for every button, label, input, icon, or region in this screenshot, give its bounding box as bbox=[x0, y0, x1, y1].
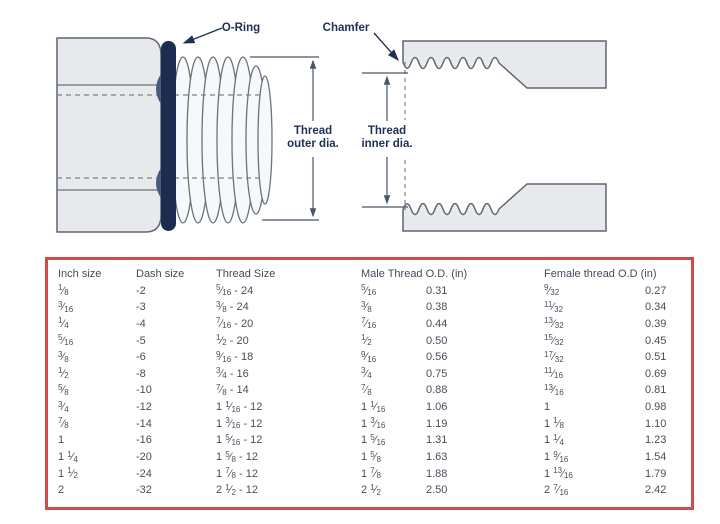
cell-male-od-fraction: $^3⁄_4$ bbox=[361, 366, 372, 381]
cell-male-od-decimal: 0.44 bbox=[426, 317, 448, 330]
o-ring-shape bbox=[161, 41, 176, 231]
outer-dia-label-line1: Thread bbox=[293, 125, 333, 137]
cell-female-od-fraction: 1 $^1⁄_8$ bbox=[544, 416, 564, 431]
cell-dash-size: -14 bbox=[136, 417, 152, 430]
cell-female-od-decimal: 2.42 bbox=[645, 484, 667, 497]
cell-male-od-decimal: 0.38 bbox=[426, 301, 448, 314]
cell-female-od-decimal: 0.39 bbox=[645, 317, 667, 330]
inner-dia-label-line2: inner dia. bbox=[361, 138, 413, 150]
cell-male-od-decimal: 0.31 bbox=[426, 284, 448, 297]
cell-female-od-decimal: 1.23 bbox=[645, 434, 667, 447]
cell-female-od-fraction: $^{11}⁄_{16}$ bbox=[544, 366, 564, 381]
cell-female-od-decimal: 0.98 bbox=[645, 401, 667, 414]
cell-inch-size: $^7⁄_8$ bbox=[58, 416, 69, 431]
female-fitting-diagram bbox=[403, 41, 606, 231]
cell-dash-size: -6 bbox=[136, 351, 146, 364]
female-top-block bbox=[403, 41, 606, 88]
cell-female-od-decimal: 0.81 bbox=[645, 384, 667, 397]
cell-male-od-fraction: 1 $^5⁄_{16}$ bbox=[361, 432, 386, 447]
cell-male-od-fraction: 1 $^5⁄_8$ bbox=[361, 449, 381, 464]
cell-dash-size: -5 bbox=[136, 334, 146, 347]
size-table-box bbox=[45, 257, 694, 510]
cell-inch-size: $^3⁄_8$ bbox=[58, 349, 69, 364]
cell-male-od-decimal: 0.56 bbox=[426, 351, 448, 364]
cell-thread-size: 1 $^7⁄_8 - 12$ bbox=[216, 466, 258, 481]
o-ring-label: O-Ring bbox=[221, 22, 261, 34]
cell-thread-size: 1 $^5⁄_{16} - 12$ bbox=[216, 432, 263, 447]
cell-female-od-fraction: 1 bbox=[544, 401, 551, 414]
cell-male-od-decimal: 0.75 bbox=[426, 367, 448, 380]
cell-thread-size: $^5⁄_{16} - 24$ bbox=[216, 283, 254, 298]
cell-dash-size: -4 bbox=[136, 317, 146, 330]
cell-female-od-fraction: $^{15}⁄_{32}$ bbox=[544, 333, 564, 348]
cell-male-od-fraction: 1 $^7⁄_8$ bbox=[361, 466, 381, 481]
cell-female-od-fraction: 1 $^9⁄_{16}$ bbox=[544, 449, 569, 464]
cell-female-od-decimal: 1.10 bbox=[645, 417, 667, 430]
cell-thread-size: 1 $^3⁄_{16} - 12$ bbox=[216, 416, 263, 431]
cell-inch-size: $^1⁄_4$ bbox=[58, 316, 69, 331]
chamfer-label: Chamfer bbox=[322, 22, 370, 34]
cell-dash-size: -8 bbox=[136, 367, 146, 380]
header-male-thread-od: Male Thread O.D. (in) bbox=[361, 268, 468, 280]
cell-inch-size: 2 bbox=[58, 484, 65, 497]
size-table bbox=[48, 260, 691, 499]
cell-inch-size: 1 $^1⁄_2$ bbox=[58, 466, 78, 481]
cell-thread-size: 1 $^5⁄_8 - 12$ bbox=[216, 449, 258, 464]
cell-thread-size: $^9⁄_{16} - 18$ bbox=[216, 349, 254, 364]
cell-female-od-fraction: $^9⁄_{32}$ bbox=[544, 283, 560, 298]
cell-female-od-decimal: 0.45 bbox=[645, 334, 667, 347]
cell-male-od-fraction: $^7⁄_8$ bbox=[361, 382, 372, 397]
cell-dash-size: -3 bbox=[136, 301, 146, 314]
cell-female-od-fraction: $^{13}⁄_{32}$ bbox=[544, 316, 564, 331]
male-fitting-diagram bbox=[57, 38, 272, 232]
hex-body bbox=[57, 38, 161, 232]
cell-female-od-decimal: 0.51 bbox=[645, 351, 667, 364]
chamfer-arrow bbox=[374, 33, 398, 60]
cell-male-od-fraction: $^3⁄_8$ bbox=[361, 299, 372, 314]
cell-dash-size: -16 bbox=[136, 434, 152, 447]
cell-dash-size: -2 bbox=[136, 284, 146, 297]
header-dash-size: Dash size bbox=[136, 268, 185, 280]
cell-male-od-decimal: 0.50 bbox=[426, 334, 448, 347]
cell-inch-size: $^5⁄_8$ bbox=[58, 382, 69, 397]
cell-thread-size: $^3⁄_8 - 24$ bbox=[216, 299, 249, 314]
cell-thread-size: $^1⁄_2 - 20$ bbox=[216, 333, 249, 348]
cell-thread-size: 1 $^1⁄_{16} - 12$ bbox=[216, 399, 263, 414]
cell-inch-size: $^3⁄_4$ bbox=[58, 399, 69, 414]
cell-thread-size: $^7⁄_8 - 14$ bbox=[216, 382, 249, 397]
inner-dia-label-line1: Thread bbox=[367, 125, 407, 137]
cell-female-od-fraction: $^{11}⁄_{32}$ bbox=[544, 299, 564, 314]
cell-male-od-fraction: 1 $^1⁄_{16}$ bbox=[361, 399, 386, 414]
cell-male-od-fraction: 1 $^3⁄_{16}$ bbox=[361, 416, 386, 431]
header-thread-size: Thread Size bbox=[216, 268, 276, 280]
cell-male-od-decimal: 1.06 bbox=[426, 401, 448, 414]
cell-male-od-decimal: 1.63 bbox=[426, 451, 448, 464]
cell-male-od-fraction: $^5⁄_{16}$ bbox=[361, 283, 377, 298]
cell-female-od-fraction: $^{13}⁄_{16}$ bbox=[544, 382, 564, 397]
cell-female-od-decimal: 1.79 bbox=[645, 467, 667, 480]
cell-male-od-decimal: 1.88 bbox=[426, 467, 448, 480]
cell-inch-size: 1 bbox=[58, 434, 65, 447]
cell-male-od-fraction: 2 $^1⁄_2$ bbox=[361, 482, 381, 497]
cell-dash-size: -20 bbox=[136, 451, 152, 464]
cell-male-od-decimal: 1.31 bbox=[426, 434, 448, 447]
cell-inch-size: $^5⁄_{16}$ bbox=[58, 333, 74, 348]
cell-male-od-decimal: 2.50 bbox=[426, 484, 448, 497]
cell-female-od-decimal: 0.34 bbox=[645, 301, 667, 314]
cell-male-od-decimal: 1.19 bbox=[426, 417, 448, 430]
cell-female-od-decimal: 1.54 bbox=[645, 451, 667, 464]
cell-inch-size: $^1⁄_2$ bbox=[58, 366, 69, 381]
cell-dash-size: -32 bbox=[136, 484, 152, 497]
cell-female-od-fraction: 1 $^{13}⁄_{16}$ bbox=[544, 466, 573, 481]
cell-inch-size: $^3⁄_{16}$ bbox=[58, 299, 74, 314]
cell-female-od-decimal: 0.69 bbox=[645, 367, 667, 380]
male-threads bbox=[172, 57, 272, 223]
cell-dash-size: -12 bbox=[136, 401, 152, 414]
o-ring-arrow bbox=[184, 28, 222, 43]
cell-female-od-fraction: $^{17}⁄_{32}$ bbox=[544, 349, 564, 364]
cell-inch-size: $^1⁄_8$ bbox=[58, 283, 69, 298]
female-bottom-block bbox=[403, 184, 606, 231]
cell-male-od-decimal: 0.88 bbox=[426, 384, 448, 397]
cell-male-od-fraction: $^1⁄_2$ bbox=[361, 333, 372, 348]
thread-diagram bbox=[0, 0, 720, 252]
cell-male-od-fraction: $^9⁄_{16}$ bbox=[361, 349, 377, 364]
cell-thread-size: $^7⁄_{16} - 20$ bbox=[216, 316, 254, 331]
cell-dash-size: -10 bbox=[136, 384, 152, 397]
cell-male-od-fraction: $^7⁄_{16}$ bbox=[361, 316, 377, 331]
cell-thread-size: $^3⁄_4 - 16$ bbox=[216, 366, 249, 381]
outer-dia-label-line2: outer dia. bbox=[287, 138, 339, 150]
header-inch-size: Inch size bbox=[58, 268, 102, 280]
header-female-thread-od: Female thread O.D (in) bbox=[544, 268, 657, 280]
cell-inch-size: 1 $^1⁄_4$ bbox=[58, 449, 78, 464]
cell-thread-size: 2 $^1⁄_2 - 12$ bbox=[216, 482, 258, 497]
cell-female-od-fraction: 2 $^7⁄_{16}$ bbox=[544, 482, 569, 497]
cell-female-od-fraction: 1 $^1⁄_4$ bbox=[544, 432, 564, 447]
cell-dash-size: -24 bbox=[136, 467, 152, 480]
cell-female-od-decimal: 0.27 bbox=[645, 284, 667, 297]
